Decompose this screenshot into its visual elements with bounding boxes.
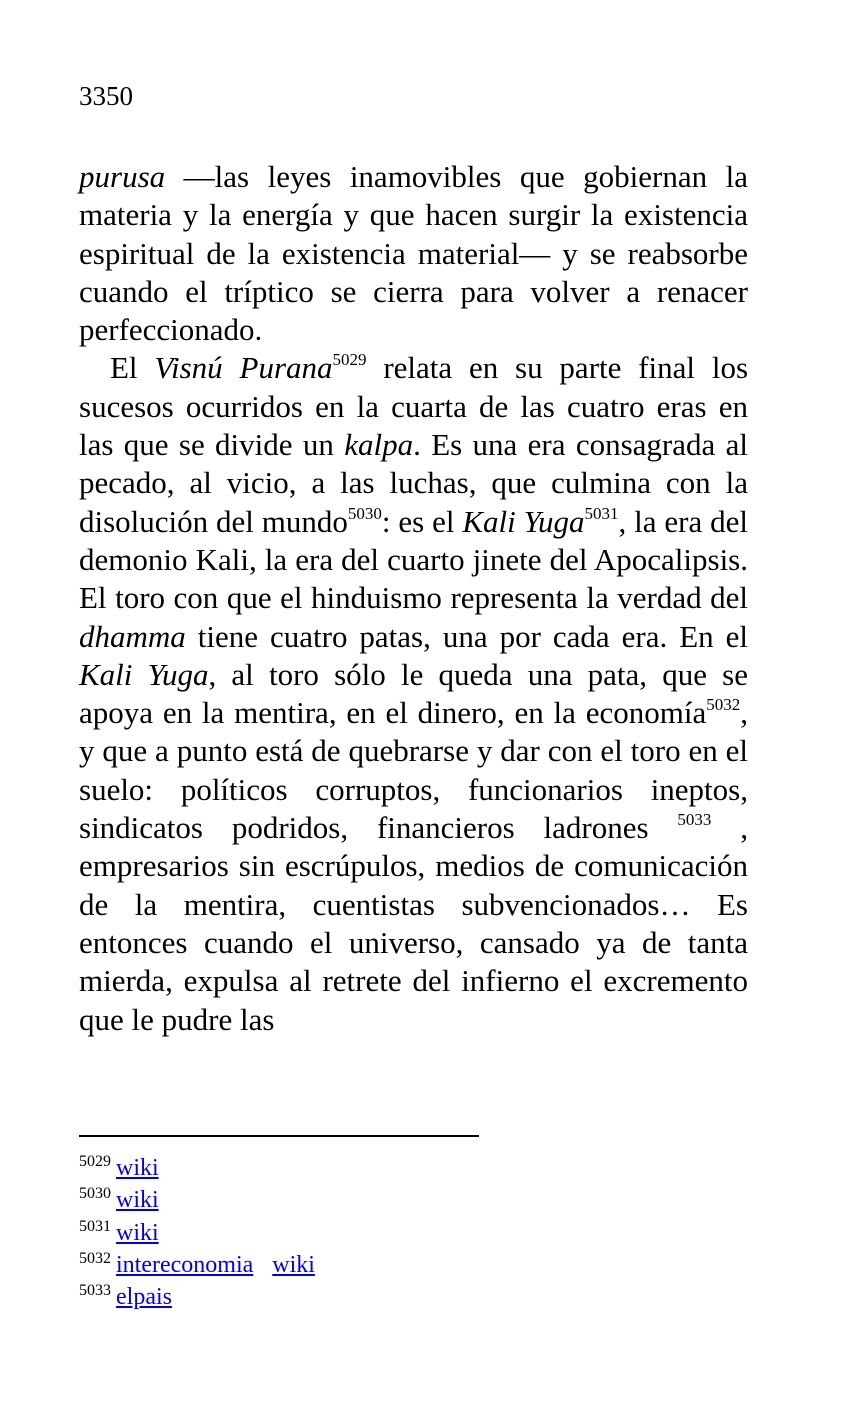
footnote-ref-5033: 5033 bbox=[677, 810, 712, 830]
text-run: , al toro sólo le queda una pata, que se apoya en la mentira, en el dinero, en la economía bbox=[79, 656, 748, 731]
footnote-link-elpais[interactable]: elpais bbox=[116, 1284, 172, 1311]
paragraph-1 bbox=[79, 158, 748, 349]
footnote-5032 bbox=[79, 1249, 315, 1281]
text-run: , y que a punto está de quebrarse y dar con el toro en el suelo: políticos corruptos, funcionarios ineptos, sindicatos podridos, financieros ladrones bbox=[79, 695, 748, 846]
footnote-divider bbox=[79, 1135, 479, 1137]
main-text bbox=[79, 158, 748, 1039]
footnote-link-wiki[interactable]: wiki bbox=[116, 1187, 159, 1214]
italic-term: Kali Yuga bbox=[79, 656, 209, 692]
footnote-number: 5033 bbox=[79, 1282, 111, 1300]
text-run: , la era del demonio Kali, la era del cuarto jinete del Apocalipsis. El toro con que el hinduismo representa la verdad del bbox=[79, 503, 748, 616]
text-run: —las leyes inamovibles que gobiernan la materia y la energía y que hacen surgir la existencia espiritual de la existencia material— y se reabsorbe cuando el tríptico se cierra para volver a renacer perfeccionado. bbox=[79, 159, 748, 348]
footnote-ref-5032: 5032 bbox=[706, 695, 741, 715]
italic-term: Visnú Purana bbox=[154, 350, 333, 386]
italic-term: purusa bbox=[79, 159, 166, 194]
text-run: . Es una era consagrada al pecado, al vicio, a las luchas, que culmina con la disolución del mundo bbox=[79, 427, 748, 539]
text-run: relata en su parte final los sucesos ocurridos en la cuarta de las cuatro eras en las que se divide un bbox=[79, 350, 749, 463]
footnote-ref-5030: 5030 bbox=[347, 503, 382, 523]
footnote-5033 bbox=[79, 1281, 315, 1313]
text-run: tiene cuatro patas, una por cada era. En el bbox=[185, 618, 748, 654]
italic-term: dhamma bbox=[79, 618, 186, 654]
footnote-link-wiki[interactable]: wiki bbox=[116, 1155, 159, 1181]
italic-term: kalpa bbox=[344, 427, 414, 463]
text-run: , empresarios sin escrúpulos, medios de comunicación de la mentira, cuentistas subvencionados… Es entonces cuando el universo, cansado ya de tanta mierda, expulsa al retrete del infierno el excremento que le pudre las bbox=[79, 810, 749, 1037]
footnote-link-intereconomia[interactable]: intereconomia bbox=[116, 1251, 254, 1278]
text-run: El bbox=[110, 350, 155, 386]
footnote-ref-5029: 5029 bbox=[332, 350, 367, 370]
footnote-number: 5032 bbox=[79, 1249, 111, 1267]
footnote-5029 bbox=[79, 1152, 315, 1184]
footnote-5030 bbox=[79, 1184, 315, 1216]
footnote-number: 5029 bbox=[79, 1153, 111, 1170]
footnote-link-wiki[interactable]: wiki bbox=[116, 1219, 159, 1246]
footnote-ref-5031: 5031 bbox=[584, 503, 619, 523]
text-run: : es el bbox=[381, 503, 463, 539]
footnote-number: 5030 bbox=[79, 1185, 111, 1203]
footnote-number: 5031 bbox=[79, 1217, 111, 1235]
page-number: 3350 bbox=[79, 81, 133, 111]
footnote-5031 bbox=[79, 1217, 315, 1249]
footnotes bbox=[79, 1152, 315, 1313]
footnote-link-wiki[interactable]: wiki bbox=[272, 1251, 315, 1278]
paragraph-2 bbox=[79, 349, 748, 1038]
italic-term: Kali Yuga bbox=[462, 503, 585, 539]
